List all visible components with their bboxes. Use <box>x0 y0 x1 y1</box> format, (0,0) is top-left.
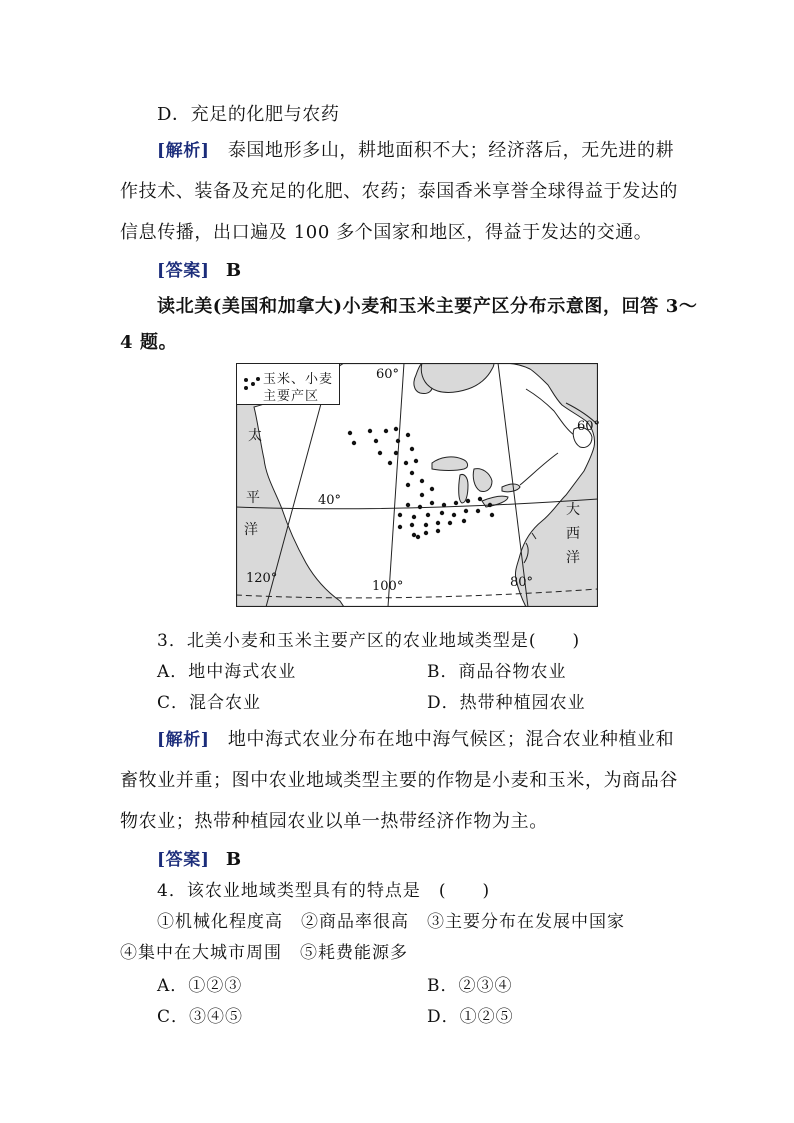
production-dot <box>416 535 420 539</box>
production-dot <box>388 461 392 465</box>
analysis-tag: [解析] <box>157 141 210 161</box>
q2-option-d: D．充足的化肥与农药 <box>157 104 340 125</box>
q4-items-line2: ④集中在大城市周围 ⑤耗费能源多 <box>120 943 408 963</box>
q4-option-a: A．①②③ <box>157 976 243 996</box>
legend-dots-symbol <box>243 376 261 392</box>
production-dot <box>442 503 446 507</box>
answer-tag: [答案] <box>157 850 210 870</box>
pacific-ocean-char1: 太 <box>248 428 262 444</box>
production-dot <box>406 433 410 437</box>
q3-analysis-line2: 畜牧业并重；图中农业地域类型主要的作物是小麦和玉米，为商品谷 <box>120 770 678 791</box>
production-dot <box>384 429 388 433</box>
answer-value: B <box>225 849 242 870</box>
q4-items-line1: ①机械化程度高 ②商品率很高 ③主要分布在发展中国家 <box>157 912 625 932</box>
q3-analysis-line1 <box>157 725 674 751</box>
production-dot <box>348 431 352 435</box>
production-dot <box>398 513 402 517</box>
q2-analysis-line3: 信息传播，出口遍及 100 多个国家和地区，得益于发达的交通。 <box>120 222 653 243</box>
q3-option-a: A．地中海式农业 <box>157 662 297 682</box>
production-dot <box>436 521 440 525</box>
production-dot <box>478 497 482 501</box>
production-dot <box>424 523 428 527</box>
q4-option-b: B．②③④ <box>427 976 513 996</box>
production-dot <box>430 501 434 505</box>
q3-option-d: D．热带种植园农业 <box>427 693 586 713</box>
production-dot <box>420 479 424 483</box>
q4-option-c: C．③④⑤ <box>157 1007 244 1027</box>
production-dot <box>490 513 494 517</box>
production-dot <box>466 499 470 503</box>
production-dot <box>410 523 414 527</box>
production-dot <box>410 471 414 475</box>
production-dot <box>352 441 356 445</box>
q3-answer <box>157 845 242 870</box>
analysis-text: 泰国地形多山，耕地面积不大；经济落后，无先进的耕 <box>227 140 675 161</box>
production-dot <box>394 427 398 431</box>
production-dot <box>404 461 408 465</box>
map-legend <box>237 364 340 405</box>
q3-option-b: B．商品谷物农业 <box>427 662 567 682</box>
production-dot <box>418 505 422 509</box>
production-dot <box>396 439 400 443</box>
production-dot <box>430 487 434 491</box>
production-dot <box>420 493 424 497</box>
q3-analysis-line3: 物农业；热带种植园农业以单一热带经济作物为主。 <box>120 811 548 832</box>
legend-line2: 主要产区 <box>263 389 320 404</box>
production-dot <box>412 533 416 537</box>
lat-40-label: 40° <box>318 493 342 508</box>
q3-option-c: C．混合农业 <box>157 693 262 713</box>
lon-80-label: 80° <box>510 575 534 590</box>
lon-100-label: 100° <box>372 579 404 594</box>
q2-analysis-line2: 作技术、装备及充足的化肥、农药；泰国香米享誉全球得益于发达的 <box>120 181 678 202</box>
q4-option-d: D．①②⑤ <box>427 1007 514 1027</box>
production-dot <box>426 513 430 517</box>
q2-analysis-line1 <box>157 136 674 162</box>
lake-michigan <box>459 474 468 503</box>
production-dot <box>398 525 402 529</box>
lon-120-label: 120° <box>246 571 278 586</box>
q4-stem: 4．该农业地域类型具有的特点是 ( ) <box>157 881 491 901</box>
lat-60-top-label: 60° <box>376 367 400 382</box>
analysis-tag: [解析] <box>157 730 210 750</box>
production-dot <box>488 503 492 507</box>
production-dot <box>424 531 428 535</box>
production-dot <box>394 451 398 455</box>
atlantic-ocean-char3: 洋 <box>566 550 580 566</box>
production-dot <box>378 451 382 455</box>
production-dot <box>368 429 372 433</box>
production-dot <box>406 483 410 487</box>
production-dot <box>462 519 466 523</box>
production-dot <box>452 513 456 517</box>
production-dot <box>464 509 468 513</box>
pacific-ocean-char2: 平 <box>246 490 260 506</box>
answer-value: B <box>225 260 242 281</box>
lat-60-right-label: 60° <box>577 419 601 434</box>
production-dot <box>412 515 416 519</box>
production-dot <box>374 439 378 443</box>
production-dot <box>440 511 444 515</box>
intro-line1: 读北美(美国和加拿大)小麦和玉米主要产区分布示意图，回答 3～ <box>157 296 698 317</box>
legend-line1: 玉米、小麦 <box>263 372 334 387</box>
atlantic-ocean-char2: 西 <box>566 526 580 542</box>
production-dot <box>406 503 410 507</box>
production-dot <box>454 501 458 505</box>
q2-answer <box>157 256 242 281</box>
answer-tag: [答案] <box>157 261 210 281</box>
analysis-text: 地中海式农业分布在地中海气候区；混合农业种植业和 <box>227 729 675 750</box>
production-dot <box>476 509 480 513</box>
pacific-ocean-char3: 洋 <box>244 522 258 538</box>
production-dot <box>448 521 452 525</box>
production-dot <box>436 529 440 533</box>
north-america-map <box>236 363 601 607</box>
production-dot <box>414 459 418 463</box>
atlantic-ocean-char1: 大 <box>566 502 580 518</box>
intro-line2: 4 题。 <box>120 332 178 353</box>
q3-stem: 3．北美小麦和玉米主要产区的农业地域类型是( ) <box>157 631 581 651</box>
production-dot <box>410 447 414 451</box>
